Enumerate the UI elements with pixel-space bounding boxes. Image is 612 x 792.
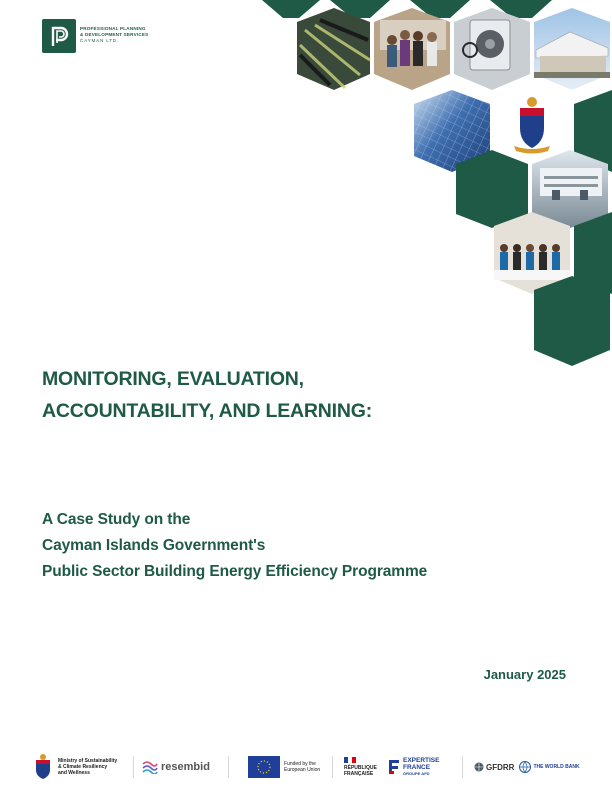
photo-hex-ac-units [454, 8, 530, 90]
publication-date: January 2025 [483, 667, 566, 682]
ministry-name-line2: & Climate Resiliency [58, 764, 108, 770]
republique-francaise-logo [344, 752, 384, 782]
ministry-name-line1: Ministry of Sustainability [58, 758, 118, 764]
company-name-line3: CAYMAN LTD. [80, 38, 120, 43]
expertise-france-logo [388, 752, 458, 782]
cayman-coat-of-arms-icon [32, 754, 54, 780]
subtitle-line3: Public Sector Building Energy Efficiency Programme [42, 563, 428, 580]
resembid-text: resembid [161, 761, 210, 773]
expertise-france-icon [388, 759, 400, 775]
hex-dark [534, 276, 610, 366]
hexagon-photo-mosaic [0, 0, 612, 380]
ef-text-line1: EXPERTISE [403, 757, 440, 764]
eu-logo [248, 752, 328, 782]
rf-text-line1: RÉPUBLIQUE [344, 765, 377, 771]
subtitle-line2: Cayman Islands Government's [42, 537, 266, 554]
footer-divider [462, 756, 463, 778]
french-flag-icon [344, 757, 356, 763]
photo-hex-building [534, 8, 610, 90]
rf-text-line2: FRANÇAISE [344, 771, 374, 777]
hex-dark [262, 0, 320, 18]
subtitle-line1: A Case Study on the [42, 511, 191, 528]
eu-text-line1: Funded by the [284, 761, 316, 767]
gfdrr-globe-icon [474, 762, 484, 772]
footer-divider [133, 756, 134, 778]
ef-text-line3: GROUPE AFD [403, 771, 430, 776]
photo-hex-cables [297, 8, 370, 90]
ef-text-line2: FRANCE [403, 764, 431, 771]
footer-divider [228, 756, 229, 778]
world-bank-globe-icon [519, 761, 531, 773]
document-title-line2: ACCOUNTABILITY, AND LEARNING: [42, 400, 373, 422]
company-name-line2: & DEVELOPMENT SERVICES [80, 32, 149, 37]
ministry-name-line3: and Wellness [58, 770, 90, 776]
document-title-line1: MONITORING, EVALUATION, [42, 368, 304, 390]
eu-text-line2: European Union [284, 767, 321, 773]
hex-dark [456, 150, 528, 228]
footer-divider [332, 756, 333, 778]
resembid-logo [142, 752, 222, 782]
gfdrr-worldbank-logos [474, 752, 584, 782]
photo-hex-team [374, 8, 450, 90]
company-name-line1: PROFESSIONAL PLANNING [80, 26, 146, 31]
world-bank-text: THE WORLD BANK [533, 764, 580, 770]
gfdrr-text: GFDRR [486, 762, 515, 772]
eu-flag-icon [248, 756, 280, 778]
ministry-logo [32, 752, 132, 782]
resembid-wave-icon [142, 760, 158, 774]
